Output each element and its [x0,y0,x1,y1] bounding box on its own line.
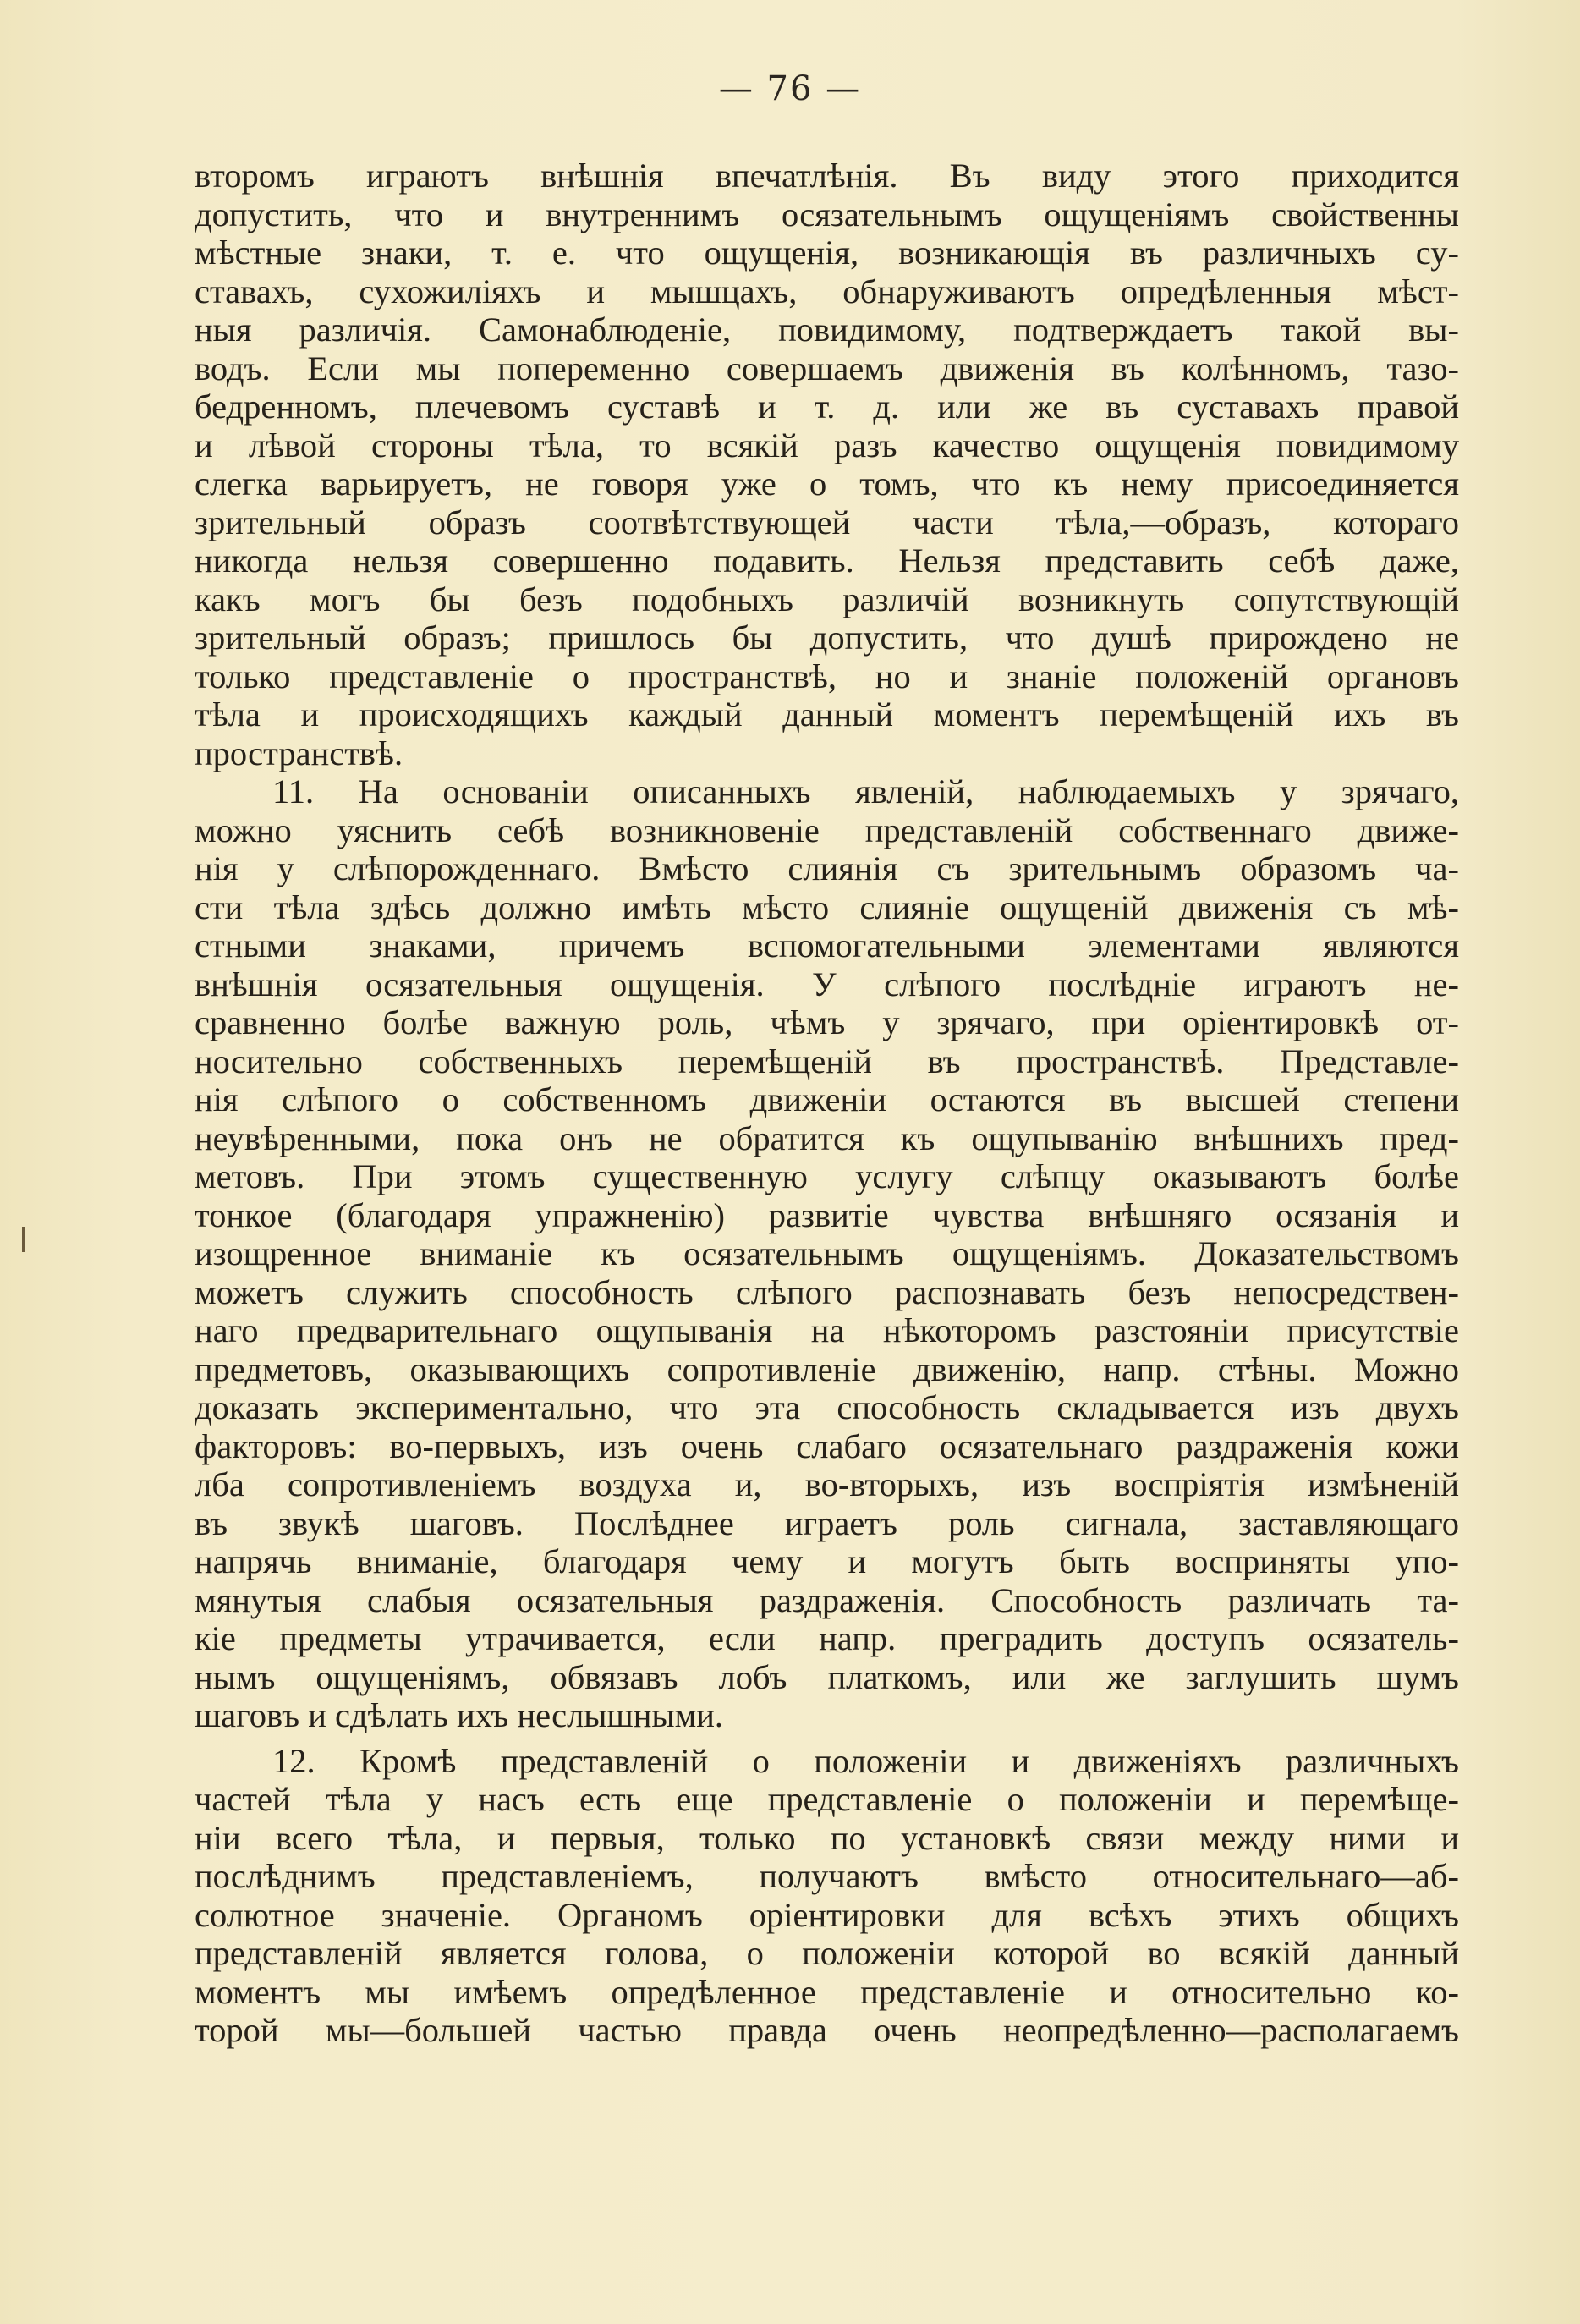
text-line: факторовъ: во-первыхъ, изъ очень слабаго осязательнаго раздраженія кожи [195,1426,1459,1465]
page-number: — 76 — [718,69,862,108]
text-line: доказать экспериментально, что эта способность складывается изъ двухъ [195,1388,1459,1426]
text-line: слегка варьируетъ, не говоря уже о томъ, что къ нему присоединяется [195,464,1459,503]
text-line: торой мы—большей частью правда очень неопредѣленно—располагаемъ [195,2011,1459,2049]
text-line: напрячь вниманіе, благодаря чему и могутъ быть восприняты упо- [195,1542,1459,1580]
text-line: можетъ служить способность слѣпого распознавать безъ непосредствен- [195,1272,1459,1311]
text-line: ніи всего тѣла, и первыя, только по установкѣ связи между ними и [195,1818,1459,1857]
text-line: допустить, что и внутреннимъ осязательнымъ ощущеніямъ свойственны [195,195,1459,233]
text-line: неувѣренными, пока онъ не обратится къ ощупыванію внѣшнихъ пред- [195,1118,1459,1157]
text-line: какъ могъ бы безъ подобныхъ различій возникнуть сопутствующій [195,580,1459,618]
text-line: предметовъ, оказывающихъ сопротивленіе движенію, напр. стѣны. Можно [195,1349,1459,1388]
text-line: зрительный образъ; пришлось бы допустить, что душѣ прирождено не [195,618,1459,657]
text-line: ныя различія. Самонаблюденіе, повидимому, подтверждаетъ такой вы- [195,310,1459,349]
text-line: никогда нельзя совершенно подавить. Нельзя представить себѣ даже, [195,541,1459,580]
text-line: бедренномъ, плечевомъ суставѣ и т. д. или же въ суставахъ правой [195,387,1459,426]
margin-mark [22,1227,25,1252]
text-line: солютное значеніе. Органомъ оріентировки для всѣхъ этихъ общихъ [195,1895,1459,1934]
text-line: нія у слѣпорожденнаго. Вмѣсто слиянія съ зрительнымъ образомъ ча- [195,849,1459,887]
text-line: мянутыя слабыя осязательныя раздраженія. Способность различать та- [195,1580,1459,1619]
text-line: ставахъ, сухожиліяхъ и мышцахъ, обнаруживаютъ опредѣленныя мѣст- [195,272,1459,310]
text-line: нія слѣпого о собственномъ движеніи остаются въ высшей степени [195,1080,1459,1118]
text-line: изощренное вниманіе къ осязательнымъ ощущеніямъ. Доказательствомъ [195,1234,1459,1272]
text-line: носительно собственныхъ перемѣщеній въ пространствѣ. Представле- [195,1041,1459,1080]
text-line: метовъ. При этомъ существенную услугу слѣпцу оказываютъ болѣе [195,1157,1459,1195]
text-line: кіе предметы утрачивается, если напр. преградить доступъ осязатель- [195,1619,1459,1657]
text-line: представленій является голова, о положеніи которой во всякій данный [195,1934,1459,1972]
text-line: тѣла и происходящихъ каждый данный моментъ перемѣщеній ихъ въ [195,695,1459,733]
text-line: шаговъ и сдѣлать ихъ неслышными. [195,1696,724,1734]
text-line: лба сопротивленіемъ воздуха и, во-вторыхъ, изъ воспріятія измѣненій [195,1465,1459,1503]
text-line: въ звукѣ шаговъ. Послѣднее играетъ роль сигнала, заставляющаго [195,1503,1459,1542]
text-line: зрительный образъ соотвѣтствующей части тѣла,—образъ, котораго [195,503,1459,541]
text-line: послѣднимъ представленіемъ, получаютъ вмѣсто относительнаго—аб- [195,1857,1459,1895]
paragraph-start-line: 11. На основаніи описанныхъ явленій, наблюдаемыхъ у зрячаго, [272,772,1459,810]
text-line: мѣстные знаки, т. е. что ощущенія, возникающія въ различныхъ су- [195,233,1459,272]
text-line: наго предварительнаго ощупыванія на нѣкоторомъ разстояніи присутствіе [195,1311,1459,1349]
paragraph-start-line: 12. Кромѣ представленій о положеніи и движеніяхъ различныхъ [272,1741,1459,1780]
text-line: сравненно болѣе важную роль, чѣмъ у зрячаго, при оріентировкѣ от- [195,1003,1459,1041]
text-line: и лѣвой стороны тѣла, то всякій разъ качество ощущенія повидимому [195,426,1459,464]
text-line: только представленіе о пространствѣ, но и знаніе положеній органовъ [195,657,1459,695]
text-line: нымъ ощущеніямъ, обвязавъ лобъ платкомъ, или же заглушить шумъ [195,1657,1459,1696]
text-line: водъ. Если мы попеременно совершаемъ движенія въ колѣнномъ, тазо- [195,349,1459,387]
text-line: частей тѣла у насъ есть еще представленіе о положеніи и перемѣще- [195,1780,1459,1818]
text-line: второмъ играютъ внѣшнія впечатлѣнія. Въ виду этого приходится [195,157,1459,195]
text-line: моментъ мы имѣемъ опредѣленное представленіе и относительно ко- [195,1972,1459,2011]
text-line: пространствѣ. [195,733,403,772]
text-line: тонкое (благодаря упражненію) развитіе чувства внѣшняго осязанія и [195,1195,1459,1234]
text-line: сти тѣла здѣсь должно имѣть мѣсто слияніе ощущеній движенія съ мѣ- [195,887,1459,926]
text-line: можно уяснить себѣ возникновеніе представленій собственнаго движе- [195,810,1459,849]
text-line: внѣшнія осязательныя ощущенія. У слѣпого послѣдніе играютъ не- [195,964,1459,1003]
text-line: стными знаками, причемъ вспомогательными элементами являются [195,926,1459,964]
body-text [195,157,1459,2050]
